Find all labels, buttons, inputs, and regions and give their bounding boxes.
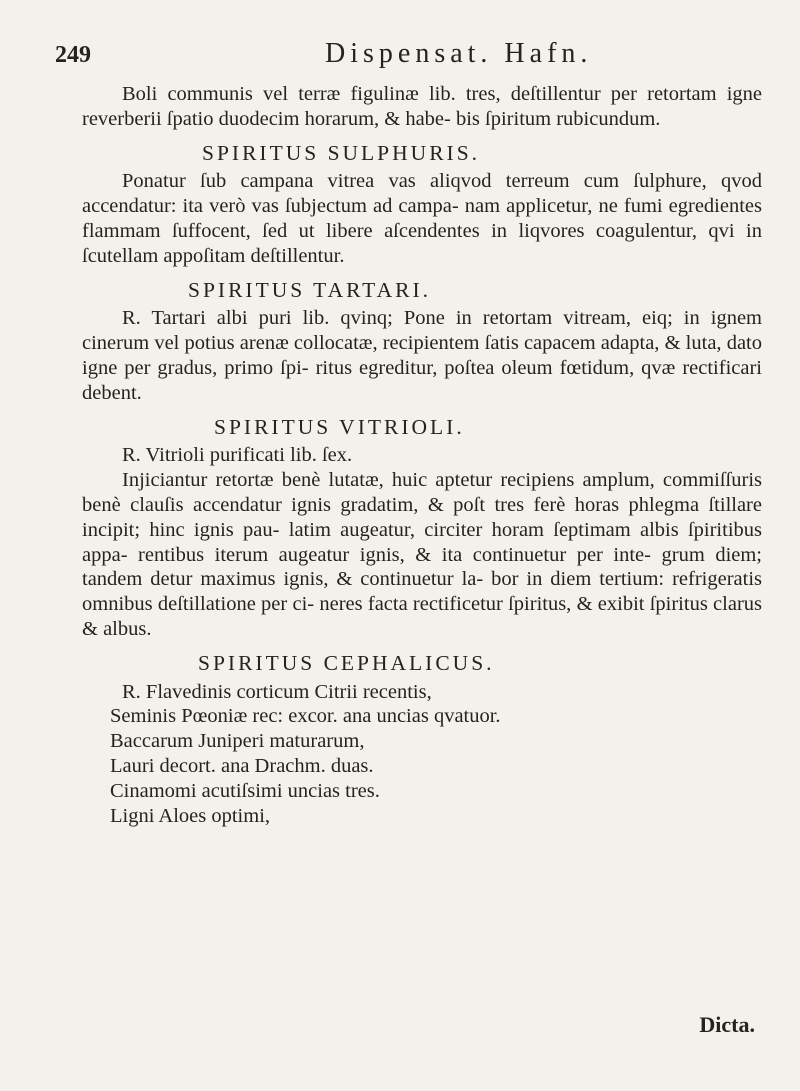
sulphuris-paragraph: Ponatur ſub campana vitrea vas aliqvod terreum cum ſulphure, qvod accendatur: ita verò vas ſubjectum ad campa- nam applicetur, ne fumi egredientes flammam ſuffocent, ſed ut libere aſcendentes in liqvores coagulentur, qvi in ſcutellam appoſitam deſtillentur. (82, 170, 762, 267)
cephalicus-ingredient: Lauri decort. ana Drachm. duas. (110, 754, 374, 777)
vitrioli-recipe-line: R. Vitrioli purificati lib. ſex. (122, 444, 353, 467)
body-text (82, 82, 762, 828)
boli-paragraph: Boli communis vel terræ figulinæ lib. tres, deſtillentur per retortam igne reverberii ſpatio duodecim horarum, & habe- bis ſpiritum rubicundum. (82, 83, 762, 130)
heading-spiritus-vitrioli: SPIRITUS VITRIOLI. (214, 414, 465, 439)
page-header (55, 38, 740, 78)
heading-spiritus-cephalicus: SPIRITUS CEPHALICUS. (198, 650, 495, 675)
vitrioli-paragraph: Injiciantur retortæ benè lutatæ, huic aptetur recipiens amplum, commiſſuris benè clauſis accendatur ignis gradatim, & poſt tres ferè horas phlegma ſtillare incipit; hinc ignis pau- latim augeatur, circiter horam ſeptimam albis ſpiritibus appa- rentibus iterum augeatur ignis, & ita continuetur per inte- grum diem; tandem detur maximus ignis, & continuetur la- bor in diem tertium: refrigeratis omnibus deſtillatione per ci- neres facta rectificetur ſpiritus, & exibit ſpiritus clarus & albus. (82, 469, 762, 640)
cephalicus-ingredient: Ligni Aloes optimi, (110, 804, 271, 827)
heading-spiritus-tartari: SPIRITUS TARTARI. (188, 277, 431, 302)
tartari-paragraph: R. Tartari albi puri lib. qvinq; Pone in retortam vitream, eiq; in ignem cinerum vel potius arenæ collocatæ, recipientem ſatis capacem adapta, & luta, dato igne per gradus, primo ſpi- ritus egreditur, poſtea oleum fœtidum, qvæ rectificari debent. (82, 307, 762, 404)
cephalicus-ingredient: Cinamomi acutiſsimi uncias tres. (110, 779, 380, 802)
running-head: Dispensat. Hafn. (325, 38, 593, 69)
page-number: 249 (55, 42, 91, 68)
cephalicus-ingredient: Baccarum Juniperi maturarum, (110, 730, 365, 753)
cephalicus-ingredient: R. Flavedinis corticum Citrii recentis, (122, 680, 432, 703)
cephalicus-ingredient: Seminis Pœoniæ rec: excor. ana uncias qvatuor. (110, 705, 501, 728)
catchword: Dicta. (699, 1012, 755, 1037)
heading-spiritus-sulphuris: SPIRITUS SULPHURIS. (202, 140, 481, 165)
